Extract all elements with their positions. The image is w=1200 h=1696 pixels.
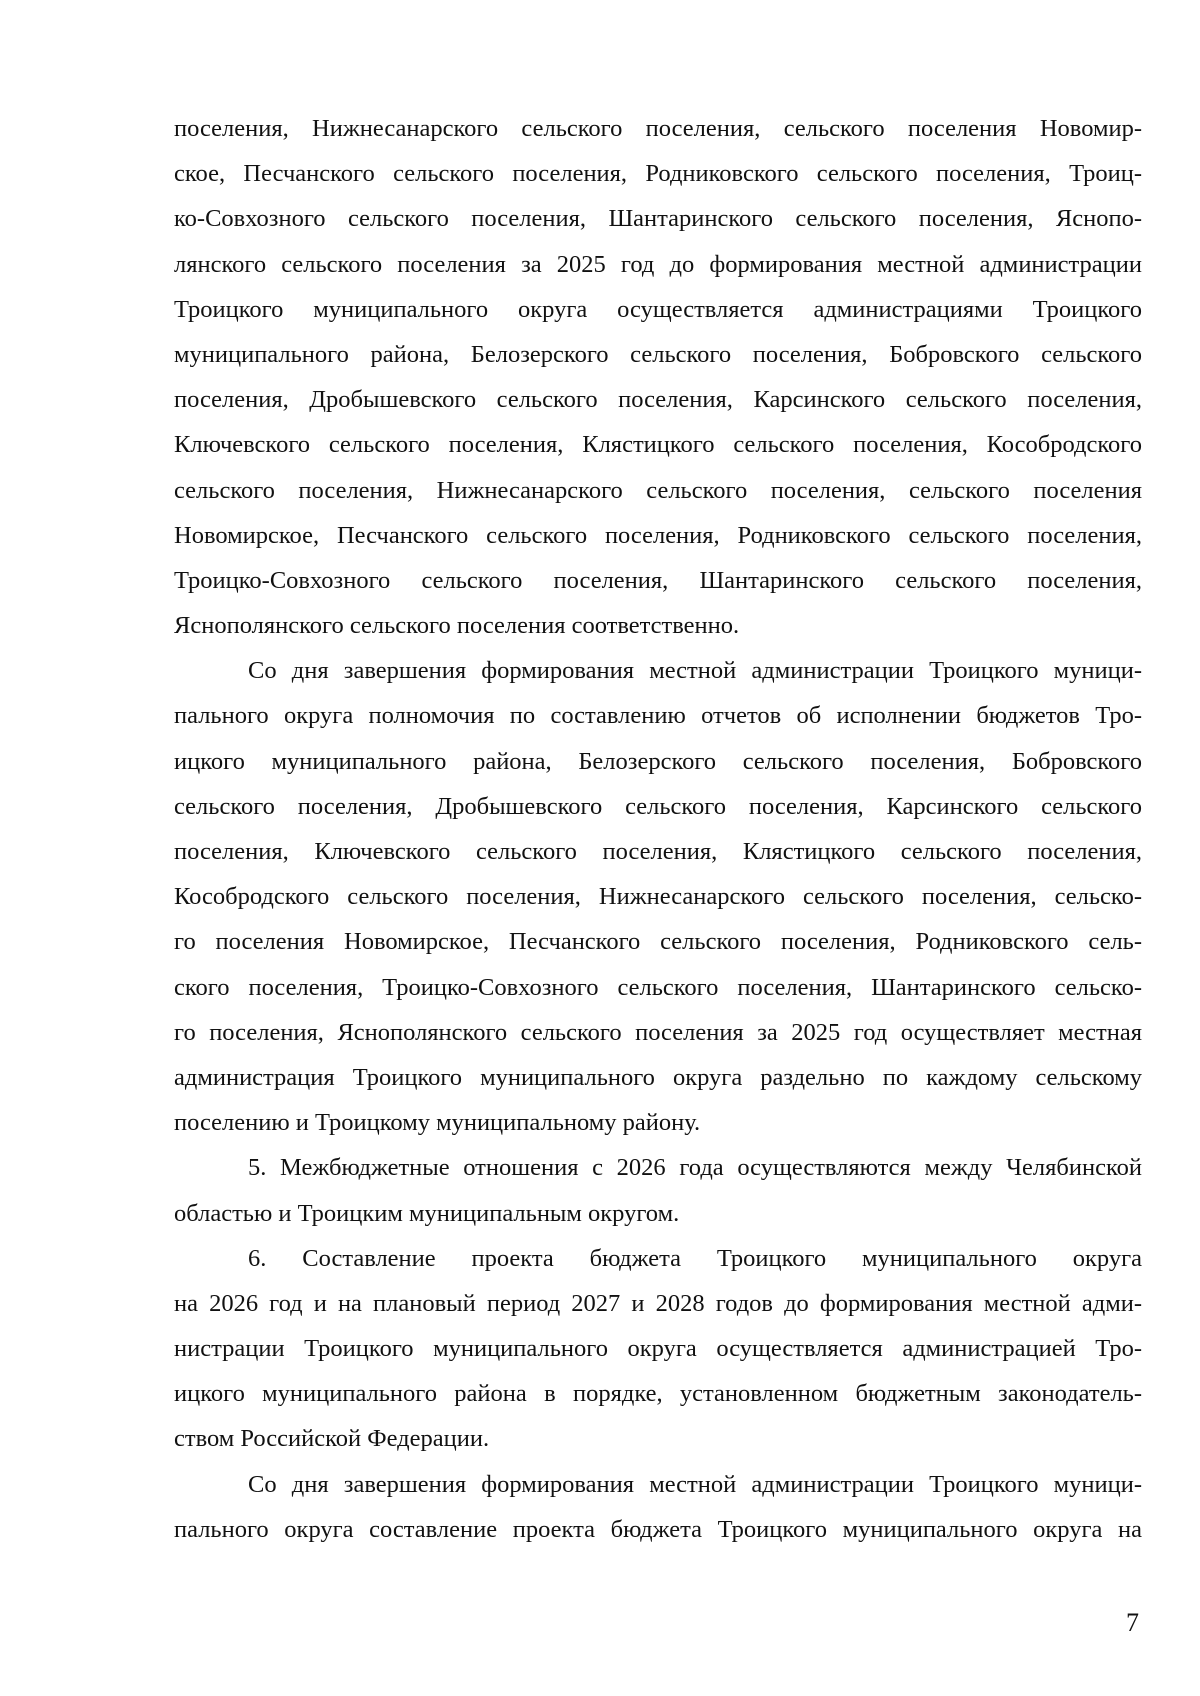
text-line: сельского поселения, Нижнесанарского сельского поселения, сельского поселения <box>174 476 1142 504</box>
text-line: ко-Совхозного сельского поселения, Шантаринского сельского поселения, Яснопо- <box>174 205 1142 233</box>
text-line: Троицко-Совхозного сельского поселения, Шантаринского сельского поселения, <box>174 566 1142 594</box>
paragraph <box>174 648 1142 1145</box>
text-line: Ключевского сельского поселения, Клястицкого сельского поселения, Кособродского <box>174 431 1142 459</box>
text-line: Яснополянского сельского поселения соответственно. <box>174 612 740 640</box>
text-line: Со дня завершения формирования местной администрации Троицкого муници- <box>248 657 1142 685</box>
text-line: поселения, Дробышевского сельского поселения, Карсинского сельского поселения, <box>174 386 1142 414</box>
page-number: 7 <box>1126 1608 1139 1637</box>
text-line: поселения, Нижнесанарского сельского поселения, сельского поселения Новомир- <box>174 115 1142 142</box>
paragraph <box>174 1145 1142 1235</box>
text-line: администрация Троицкого муниципального округа раздельно по каждому сельскому <box>174 1063 1142 1091</box>
text-line: поселению и Троицкому муниципальному району. <box>174 1109 701 1137</box>
text-line: ского поселения, Троицко-Совхозного сельского поселения, Шантаринского сельско- <box>174 973 1142 1001</box>
text-line: ицкого муниципального района, Белозерского сельского поселения, Бобровского <box>174 747 1142 775</box>
text-line: муниципального района, Белозерского сельского поселения, Бобровского сельского <box>174 340 1142 368</box>
text-line: областью и Троицким муниципальным округом. <box>174 1199 680 1227</box>
text-line: Со дня завершения формирования местной администрации Троицкого муници- <box>248 1470 1142 1498</box>
text-line: поселения, Ключевского сельского поселения, Клястицкого сельского поселения, <box>174 838 1142 865</box>
text-line: Новомирское, Песчанского сельского поселения, Родниковского сельского поселения, <box>174 521 1142 549</box>
text-line: на 2026 год и на плановый период 2027 и 2028 годов до формирования местной адми- <box>174 1289 1142 1317</box>
document-body <box>174 106 1142 1552</box>
text-line: 6. Составление проекта бюджета Троицкого муниципального округа <box>248 1244 1142 1272</box>
text-line: ством Российской Федерации. <box>174 1425 490 1453</box>
text-line: 5. Межбюджетные отношения с 2026 года осуществляются между Челябинской <box>248 1154 1142 1182</box>
text-line: пального округа полномочия по составлению отчетов об исполнении бюджетов Тро- <box>174 702 1142 730</box>
paragraph <box>174 106 1142 648</box>
paragraph <box>174 1462 1142 1552</box>
text-line: нистрации Троицкого муниципального округа осуществляется администрацией Тро- <box>174 1335 1142 1363</box>
text-line: го поселения, Яснополянского сельского поселения за 2025 год осуществляет местная <box>174 1018 1142 1046</box>
text-line: лянского сельского поселения за 2025 год до формирования местной администрации <box>174 250 1142 278</box>
text-line: Троицкого муниципального округа осуществляется администрациями Троицкого <box>174 295 1142 323</box>
paragraph <box>174 1236 1142 1462</box>
text-line: ицкого муниципального района в порядке, установленном бюджетным законодатель- <box>174 1380 1142 1408</box>
text-line: сельского поселения, Дробышевского сельского поселения, Карсинского сельского <box>174 792 1142 820</box>
text-line: пального округа составление проекта бюджета Троицкого муниципального округа на <box>174 1515 1142 1543</box>
text-line: го поселения Новомирское, Песчанского сельского поселения, Родниковского сель- <box>174 928 1142 956</box>
text-line: Кособродского сельского поселения, Нижнесанарского сельского поселения, сельско- <box>174 883 1142 911</box>
text-line: ское, Песчанского сельского поселения, Родниковского сельского поселения, Троиц- <box>174 160 1142 188</box>
